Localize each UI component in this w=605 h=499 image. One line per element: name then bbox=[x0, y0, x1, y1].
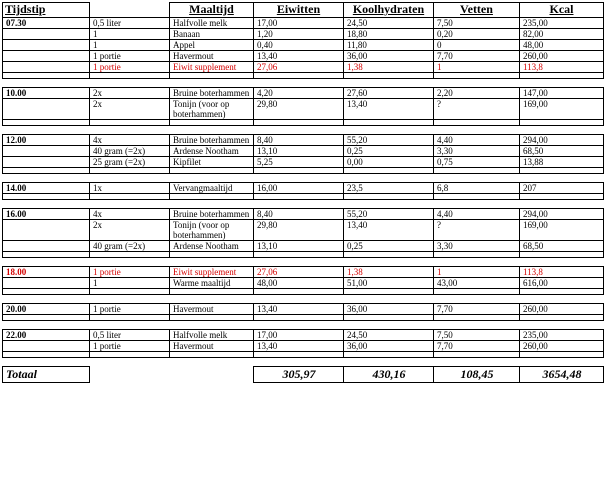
protein-cell: 0,40 bbox=[254, 40, 344, 51]
meal-row bbox=[3, 220, 604, 241]
food-cell: Halfvolle melk bbox=[170, 330, 254, 341]
meal-row bbox=[3, 183, 604, 194]
quantity-cell: 1 portie bbox=[90, 51, 170, 62]
totals-spacer bbox=[90, 367, 170, 383]
quantity-cell: 1 bbox=[90, 29, 170, 40]
time-cell bbox=[3, 241, 90, 252]
carbs-cell: 1,38 bbox=[344, 62, 434, 73]
time-cell: 10.00 bbox=[3, 88, 90, 99]
carbs-cell: 13,40 bbox=[344, 220, 434, 241]
meal-row bbox=[3, 341, 604, 352]
quantity-cell: 1 bbox=[90, 278, 170, 289]
header-koolhydraten: Koolhydraten bbox=[344, 3, 434, 18]
quantity-cell: 1 portie bbox=[90, 304, 170, 315]
fat-cell: 43,00 bbox=[434, 278, 520, 289]
food-cell: Eiwit supplement bbox=[170, 267, 254, 278]
fat-cell: 7,70 bbox=[434, 341, 520, 352]
meal-row bbox=[3, 241, 604, 252]
carbs-cell: 24,50 bbox=[344, 18, 434, 29]
meal-row bbox=[3, 304, 604, 315]
protein-cell: 27,06 bbox=[254, 267, 344, 278]
meal-row bbox=[3, 29, 604, 40]
food-cell: Bruine boterhammen bbox=[170, 135, 254, 146]
protein-cell: 13,10 bbox=[254, 146, 344, 157]
total-protein: 305,97 bbox=[254, 367, 344, 383]
time-cell: 07.30 bbox=[3, 18, 90, 29]
header-row bbox=[3, 3, 604, 18]
kcal-cell: 113,8 bbox=[520, 62, 604, 73]
quantity-cell: 25 gram (=2x) bbox=[90, 157, 170, 168]
meal-row bbox=[3, 278, 604, 289]
food-cell: Ardense Nootham bbox=[170, 146, 254, 157]
quantity-cell: 4x bbox=[90, 209, 170, 220]
protein-cell: 8,40 bbox=[254, 135, 344, 146]
carbs-cell: 11,80 bbox=[344, 40, 434, 51]
time-cell bbox=[3, 99, 90, 120]
fat-cell: 1 bbox=[434, 267, 520, 278]
time-cell bbox=[3, 341, 90, 352]
fat-cell: 1 bbox=[434, 62, 520, 73]
spacer-row bbox=[3, 258, 604, 267]
time-cell bbox=[3, 278, 90, 289]
carbs-cell: 18,80 bbox=[344, 29, 434, 40]
food-cell: Tonijn (voor op boterhammen) bbox=[170, 99, 254, 120]
meal-row bbox=[3, 135, 604, 146]
totals-row bbox=[3, 367, 604, 383]
meal-row bbox=[3, 88, 604, 99]
kcal-cell: 260,00 bbox=[520, 304, 604, 315]
spacer-row bbox=[3, 358, 604, 367]
quantity-cell: 1 portie bbox=[90, 341, 170, 352]
protein-cell: 13,40 bbox=[254, 304, 344, 315]
kcal-cell: 113,8 bbox=[520, 267, 604, 278]
fat-cell: 7,70 bbox=[434, 51, 520, 62]
meal-plan-body bbox=[3, 3, 604, 383]
food-cell: Havermout bbox=[170, 341, 254, 352]
spacer-row bbox=[3, 79, 604, 88]
protein-cell: 48,00 bbox=[254, 278, 344, 289]
spacer-row bbox=[3, 126, 604, 135]
carbs-cell: 0,25 bbox=[344, 241, 434, 252]
time-cell bbox=[3, 146, 90, 157]
carbs-cell: 24,50 bbox=[344, 330, 434, 341]
time-cell: 22.00 bbox=[3, 330, 90, 341]
meal-plan-table bbox=[2, 2, 604, 383]
food-cell: Havermout bbox=[170, 51, 254, 62]
kcal-cell: 147,00 bbox=[520, 88, 604, 99]
total-carbs: 430,16 bbox=[344, 367, 434, 383]
protein-cell: 16,00 bbox=[254, 183, 344, 194]
time-cell: 12.00 bbox=[3, 135, 90, 146]
kcal-cell: 68,50 bbox=[520, 146, 604, 157]
carbs-cell: 55,20 bbox=[344, 135, 434, 146]
fat-cell: 0,75 bbox=[434, 157, 520, 168]
header-kcal: Kcal bbox=[520, 3, 604, 18]
kcal-cell: 68,50 bbox=[520, 241, 604, 252]
time-cell bbox=[3, 29, 90, 40]
spacer-row bbox=[3, 200, 604, 209]
carbs-cell: 51,00 bbox=[344, 278, 434, 289]
food-cell: Eiwit supplement bbox=[170, 62, 254, 73]
kcal-cell: 13,88 bbox=[520, 157, 604, 168]
quantity-cell: 4x bbox=[90, 135, 170, 146]
fat-cell: 0 bbox=[434, 40, 520, 51]
header-tijdstip: Tijdstip bbox=[3, 3, 90, 18]
fat-cell: 7,70 bbox=[434, 304, 520, 315]
protein-cell: 1,20 bbox=[254, 29, 344, 40]
quantity-cell: 1 bbox=[90, 40, 170, 51]
fat-cell: 4,40 bbox=[434, 209, 520, 220]
kcal-cell: 260,00 bbox=[520, 341, 604, 352]
meal-row bbox=[3, 209, 604, 220]
spacer-row bbox=[3, 295, 604, 304]
carbs-cell: 0,00 bbox=[344, 157, 434, 168]
kcal-cell: 207 bbox=[520, 183, 604, 194]
carbs-cell: 36,00 bbox=[344, 341, 434, 352]
time-cell bbox=[3, 220, 90, 241]
time-cell bbox=[3, 62, 90, 73]
fat-cell: ? bbox=[434, 220, 520, 241]
kcal-cell: 235,00 bbox=[520, 18, 604, 29]
kcal-cell: 169,00 bbox=[520, 99, 604, 120]
quantity-cell: 2x bbox=[90, 220, 170, 241]
protein-cell: 13,40 bbox=[254, 341, 344, 352]
kcal-cell: 616,00 bbox=[520, 278, 604, 289]
quantity-cell: 40 gram (=2x) bbox=[90, 241, 170, 252]
food-cell: Vervangmaaltijd bbox=[170, 183, 254, 194]
fat-cell: 4,40 bbox=[434, 135, 520, 146]
totals-spacer bbox=[170, 367, 254, 383]
header-vetten: Vetten bbox=[434, 3, 520, 18]
time-cell: 20.00 bbox=[3, 304, 90, 315]
food-cell: Bruine boterhammen bbox=[170, 209, 254, 220]
quantity-cell: 1x bbox=[90, 183, 170, 194]
quantity-cell: 2x bbox=[90, 99, 170, 120]
kcal-cell: 169,00 bbox=[520, 220, 604, 241]
time-cell bbox=[3, 40, 90, 51]
quantity-cell: 0,5 liter bbox=[90, 330, 170, 341]
quantity-cell: 1 portie bbox=[90, 62, 170, 73]
header-maaltijd: Maaltijd bbox=[170, 3, 254, 18]
meal-row bbox=[3, 51, 604, 62]
protein-cell: 29,80 bbox=[254, 220, 344, 241]
fat-cell: 6,8 bbox=[434, 183, 520, 194]
meal-row bbox=[3, 62, 604, 73]
food-cell: Havermout bbox=[170, 304, 254, 315]
protein-cell: 29,80 bbox=[254, 99, 344, 120]
quantity-cell: 2x bbox=[90, 88, 170, 99]
carbs-cell: 55,20 bbox=[344, 209, 434, 220]
fat-cell: 2,20 bbox=[434, 88, 520, 99]
kcal-cell: 294,00 bbox=[520, 209, 604, 220]
protein-cell: 17,00 bbox=[254, 330, 344, 341]
protein-cell: 8,40 bbox=[254, 209, 344, 220]
quantity-cell: 1 portie bbox=[90, 267, 170, 278]
carbs-cell: 1,38 bbox=[344, 267, 434, 278]
protein-cell: 5,25 bbox=[254, 157, 344, 168]
meal-row bbox=[3, 18, 604, 29]
carbs-cell: 23,5 bbox=[344, 183, 434, 194]
time-cell: 16.00 bbox=[3, 209, 90, 220]
fat-cell: ? bbox=[434, 99, 520, 120]
kcal-cell: 235,00 bbox=[520, 330, 604, 341]
fat-cell: 3,30 bbox=[434, 146, 520, 157]
carbs-cell: 0,25 bbox=[344, 146, 434, 157]
protein-cell: 4,20 bbox=[254, 88, 344, 99]
meal-row bbox=[3, 146, 604, 157]
kcal-cell: 82,00 bbox=[520, 29, 604, 40]
fat-cell: 7,50 bbox=[434, 18, 520, 29]
quantity-cell: 0,5 liter bbox=[90, 18, 170, 29]
food-cell: Halfvolle melk bbox=[170, 18, 254, 29]
fat-cell: 0,20 bbox=[434, 29, 520, 40]
food-cell: Ardense Nootham bbox=[170, 241, 254, 252]
total-kcal: 3654,48 bbox=[520, 367, 604, 383]
quantity-cell: 40 gram (=2x) bbox=[90, 146, 170, 157]
food-cell: Warme maaltijd bbox=[170, 278, 254, 289]
protein-cell: 27,06 bbox=[254, 62, 344, 73]
totals-label: Totaal bbox=[3, 367, 90, 383]
meal-row bbox=[3, 99, 604, 120]
carbs-cell: 27,60 bbox=[344, 88, 434, 99]
header-eiwitten: Eiwitten bbox=[254, 3, 344, 18]
header-spacer bbox=[90, 3, 170, 18]
carbs-cell: 36,00 bbox=[344, 304, 434, 315]
food-cell: Banaan bbox=[170, 29, 254, 40]
protein-cell: 17,00 bbox=[254, 18, 344, 29]
food-cell: Bruine boterhammen bbox=[170, 88, 254, 99]
time-cell bbox=[3, 51, 90, 62]
kcal-cell: 294,00 bbox=[520, 135, 604, 146]
kcal-cell: 48,00 bbox=[520, 40, 604, 51]
protein-cell: 13,10 bbox=[254, 241, 344, 252]
protein-cell: 13,40 bbox=[254, 51, 344, 62]
meal-row bbox=[3, 267, 604, 278]
time-cell: 14.00 bbox=[3, 183, 90, 194]
carbs-cell: 36,00 bbox=[344, 51, 434, 62]
time-cell bbox=[3, 157, 90, 168]
food-cell: Appel bbox=[170, 40, 254, 51]
food-cell: Tonijn (voor op boterhammen) bbox=[170, 220, 254, 241]
total-fat: 108,45 bbox=[434, 367, 520, 383]
meal-row bbox=[3, 330, 604, 341]
spacer-row bbox=[3, 174, 604, 183]
time-cell: 18.00 bbox=[3, 267, 90, 278]
food-cell: Kipfilet bbox=[170, 157, 254, 168]
meal-row bbox=[3, 157, 604, 168]
kcal-cell: 260,00 bbox=[520, 51, 604, 62]
meal-row bbox=[3, 40, 604, 51]
spacer-row bbox=[3, 321, 604, 330]
fat-cell: 7,50 bbox=[434, 330, 520, 341]
fat-cell: 3,30 bbox=[434, 241, 520, 252]
carbs-cell: 13,40 bbox=[344, 99, 434, 120]
